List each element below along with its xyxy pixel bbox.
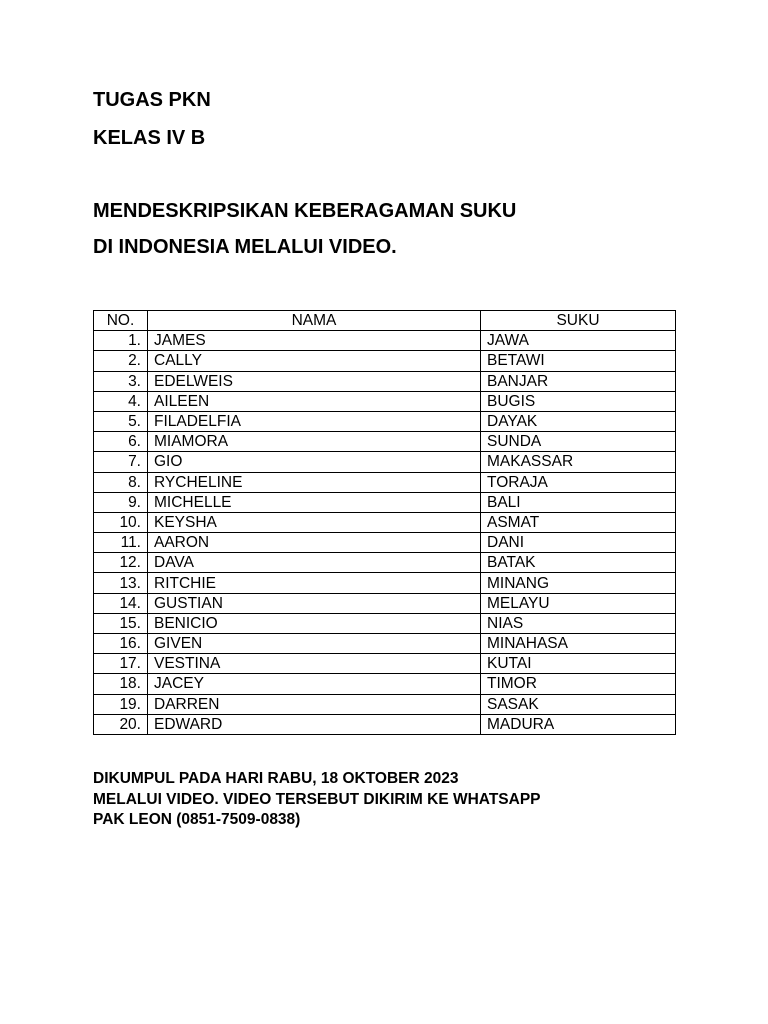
cell-no: 9.	[94, 492, 148, 512]
cell-nama: MICHELLE	[148, 492, 481, 512]
cell-nama: EDWARD	[148, 714, 481, 734]
cell-suku: DANI	[481, 533, 676, 553]
cell-no: 17.	[94, 654, 148, 674]
cell-nama: AARON	[148, 533, 481, 553]
cell-no: 3.	[94, 371, 148, 391]
cell-suku: TORAJA	[481, 472, 676, 492]
cell-no: 13.	[94, 573, 148, 593]
table-row	[94, 411, 676, 431]
cell-nama: DARREN	[148, 694, 481, 714]
cell-no: 10.	[94, 512, 148, 532]
cell-nama: AILEEN	[148, 391, 481, 411]
column-header-nama: NAMA	[148, 311, 481, 331]
column-header-suku: SUKU	[481, 311, 676, 331]
cell-no: 6.	[94, 432, 148, 452]
topic-line-2: DI INDONESIA MELALUI VIDEO.	[93, 236, 397, 258]
table-row	[94, 613, 676, 633]
submission-note-line-1: DIKUMPUL PADA HARI RABU, 18 OKTOBER 2023	[93, 770, 459, 787]
cell-nama: VESTINA	[148, 654, 481, 674]
cell-suku: BALI	[481, 492, 676, 512]
cell-nama: JACEY	[148, 674, 481, 694]
column-header-no: NO.	[94, 311, 148, 331]
cell-suku: BANJAR	[481, 371, 676, 391]
cell-nama: GIVEN	[148, 634, 481, 654]
table-row	[94, 674, 676, 694]
cell-suku: JAWA	[481, 331, 676, 351]
cell-no: 16.	[94, 634, 148, 654]
submission-note-line-3: PAK LEON (0851-7509-0838)	[93, 811, 301, 828]
cell-suku: SASAK	[481, 694, 676, 714]
cell-suku: BUGIS	[481, 391, 676, 411]
class-label: KELAS IV B	[93, 127, 206, 149]
cell-suku: MADURA	[481, 714, 676, 734]
table-row	[94, 512, 676, 532]
table-row	[94, 593, 676, 613]
cell-suku: MELAYU	[481, 593, 676, 613]
table-row	[94, 492, 676, 512]
table-row	[94, 371, 676, 391]
cell-suku: MINAHASA	[481, 634, 676, 654]
cell-nama: RITCHIE	[148, 573, 481, 593]
table-row	[94, 533, 676, 553]
cell-nama: RYCHELINE	[148, 472, 481, 492]
table-row	[94, 553, 676, 573]
cell-nama: BENICIO	[148, 613, 481, 633]
assignment-title: TUGAS PKN	[93, 89, 211, 111]
cell-nama: FILADELFIA	[148, 411, 481, 431]
table-row	[94, 714, 676, 734]
cell-nama: GIO	[148, 452, 481, 472]
cell-no: 18.	[94, 674, 148, 694]
table-row	[94, 331, 676, 351]
cell-suku: TIMOR	[481, 674, 676, 694]
cell-no: 11.	[94, 533, 148, 553]
cell-nama: KEYSHA	[148, 512, 481, 532]
table-row	[94, 432, 676, 452]
table-body	[94, 331, 676, 735]
cell-nama: EDELWEIS	[148, 371, 481, 391]
cell-no: 5.	[94, 411, 148, 431]
table-row	[94, 654, 676, 674]
cell-suku: MAKASSAR	[481, 452, 676, 472]
table-header-row	[94, 311, 676, 331]
cell-suku: MINANG	[481, 573, 676, 593]
cell-nama: MIAMORA	[148, 432, 481, 452]
cell-nama: JAMES	[148, 331, 481, 351]
table-row	[94, 472, 676, 492]
cell-no: 15.	[94, 613, 148, 633]
cell-no: 8.	[94, 472, 148, 492]
table-row	[94, 351, 676, 371]
table-row	[94, 452, 676, 472]
submission-note-line-2: MELALUI VIDEO. VIDEO TERSEBUT DIKIRIM KE WHATSAPP	[93, 790, 541, 808]
cell-suku: BATAK	[481, 553, 676, 573]
cell-suku: ASMAT	[481, 512, 676, 532]
cell-suku: DAYAK	[481, 411, 676, 431]
table-row	[94, 634, 676, 654]
cell-no: 2.	[94, 351, 148, 371]
cell-nama: GUSTIAN	[148, 593, 481, 613]
cell-no: 20.	[94, 714, 148, 734]
cell-suku: SUNDA	[481, 432, 676, 452]
table-row	[94, 391, 676, 411]
submission-note	[93, 769, 541, 831]
topic-line-1: MENDESKRIPSIKAN KEBERAGAMAN SUKU	[93, 200, 517, 222]
cell-nama: DAVA	[148, 553, 481, 573]
cell-suku: NIAS	[481, 613, 676, 633]
student-table-container	[93, 310, 675, 735]
cell-no: 1.	[94, 331, 148, 351]
cell-suku: KUTAI	[481, 654, 676, 674]
cell-nama: CALLY	[148, 351, 481, 371]
student-table	[93, 310, 676, 735]
cell-suku: BETAWI	[481, 351, 676, 371]
table-row	[94, 573, 676, 593]
cell-no: 14.	[94, 593, 148, 613]
cell-no: 12.	[94, 553, 148, 573]
cell-no: 4.	[94, 391, 148, 411]
cell-no: 7.	[94, 452, 148, 472]
cell-no: 19.	[94, 694, 148, 714]
table-row	[94, 694, 676, 714]
